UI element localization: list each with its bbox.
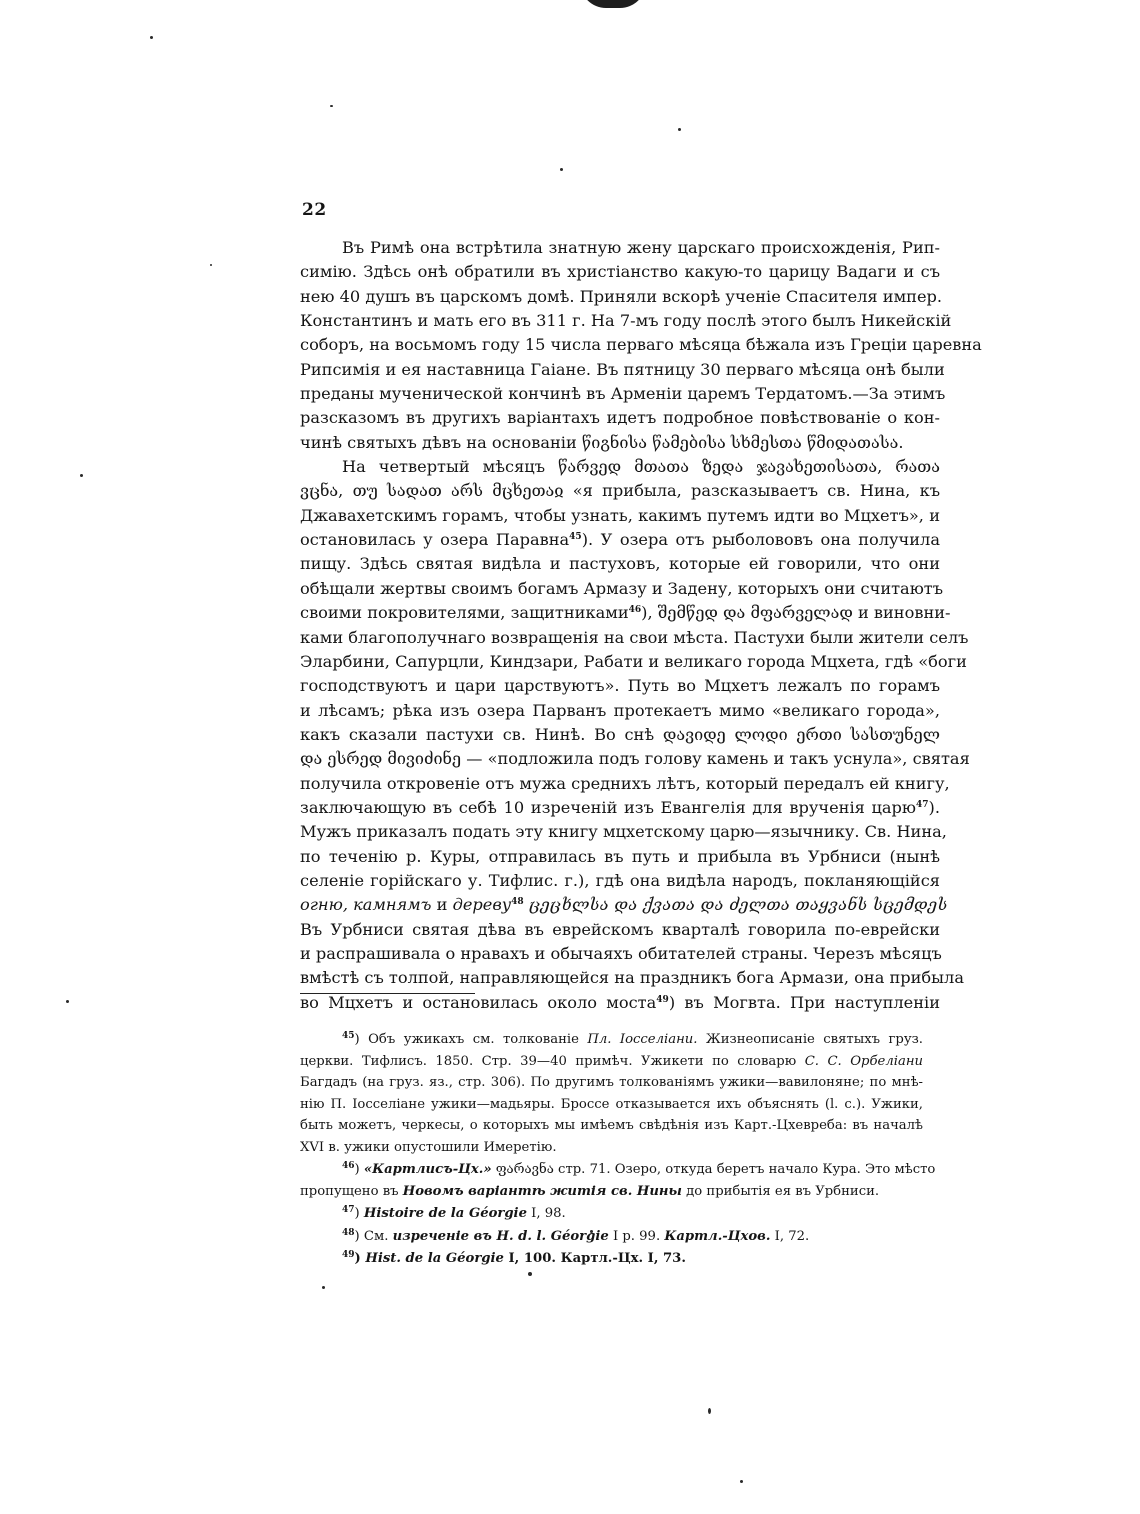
text-fragment: огню, камнямъ [300,895,432,915]
footnote-marker: 47 [342,1205,355,1215]
text-fragment: ). [928,797,940,817]
scan-speck [330,105,333,107]
text-fragment: С. С. Орбеліани [804,1053,924,1069]
text-fragment: во Мцхетъ и остановилась около моста [300,992,657,1012]
text-fragment: ფარავნა стр. 71. Озеро, откуда беретъ начало Кура. Это мѣсто [491,1162,936,1177]
footnote-47 [300,1203,923,1225]
footnote-48 [300,1226,923,1248]
text-fragment: ) [354,1251,366,1266]
footnote-marker: 48 [342,1227,355,1238]
paragraph-1 [300,236,982,455]
text-line: преданы мученической кончинѣ въ Арменіи царемъ Тердатомъ.—За этимъ [300,384,946,404]
text-line: вмѣстѣ съ толпой, направляющейся на праздникъ бога Армази, она прибыла [300,968,964,988]
text-line: симію. Здѣсь онѣ обратили въ христіанство какую-то царицу Вадаги и съ [300,262,940,282]
footnote-ref-49[interactable]: 49 [656,994,669,1005]
text-line: селеніе горійскаго у. Тифлис. г.), гдѣ она видѣла народъ, покланяющійся [300,870,940,890]
text-fragment: ) [354,1206,364,1221]
text-fragment: ). У озера отъ рыболововъ она получила [581,530,940,550]
text-line: по теченію р. Куры, отправилась въ путь и прибыла въ Урбниси (нынѣ [300,846,940,866]
text-fragment: «Картлисъ-Цх.» [363,1162,492,1177]
footnote-line: Багдадъ (на груз. яз., стр. 306). По другимъ толкованіямъ ужики—вавилоняне; по мнѣ- [300,1075,923,1090]
text-line [300,601,951,625]
scan-speck [678,128,681,131]
text-fragment: I, 98. [526,1206,566,1221]
footnote-ref-47[interactable]: 47 [916,799,929,810]
text-fragment: I, 72. [770,1228,810,1244]
text-fragment: I, 100. Картл.-Цх. I, 73. [503,1251,686,1266]
text-fragment: Картл.-Цхов. [664,1228,771,1244]
text-fragment: Жизнеописаніе святыхъ груз. [697,1032,923,1047]
text-fragment: церкви. Тифлисъ. 1850. Стр. 39—40 примѣч. Ужикети по словарю [300,1053,797,1069]
footnote-line [300,1051,923,1073]
text-line [300,796,940,820]
text-fragment: пропущено въ [300,1183,399,1199]
text-line: Мужъ приказалъ подать эту книгу мцхетскому царю—язычнику. Св. Нина, [300,822,947,842]
text-fragment: дереву [452,895,512,915]
text-fragment: Пл. Іосселіани. [587,1032,698,1047]
text-fragment: Hist. de la Géorgie [365,1251,504,1266]
main-text [300,236,982,1015]
scan-artifact-top [580,0,646,8]
paragraph-2 [300,455,970,1015]
text-line: ვცნა, თუ სადათ არს მცხეთაჲ «я прибыла, разсказываетъ св. Нина, къ [300,481,940,501]
text-line: пищу. Здѣсь святая видѣла и пастуховъ, которые ей говорили, что они [300,554,940,574]
text-line [300,991,940,1015]
text-fragment: I p. 99. [608,1228,665,1244]
footnote-line [300,1181,923,1203]
text-line: чинѣ святыхъ дѣвъ на основаніи წიგნისა წამებისა სხმესთა წმიდათასა. [300,432,904,452]
text-fragment: ) Объ ужикахъ см. толкованіе [354,1032,579,1047]
text-line: и лѣсамъ; рѣка изъ озера Парванъ протекаетъ мимо «великаго города», [300,700,940,720]
footnote-line [300,1248,923,1270]
footnote-marker: 49 [342,1250,355,1260]
page-number: 22 [302,200,327,220]
footnote-46 [300,1159,936,1202]
scan-speck [80,474,83,477]
footnote-line: нію П. Іосселіане ужики—мадьяры. Броссе отказывается ихъ объяснять (l. c.). Ужики, [300,1096,923,1112]
text-line: ками благополучнаго возвращенія на свои мѣста. Пастухи были жители селъ [300,627,969,647]
scan-speck [560,168,563,171]
text-line: Джавахетскимъ горамъ, чтобы узнать, какимъ путемъ идти во Мцхетъ», и [300,505,940,525]
text-fragment: ) См. [354,1228,393,1244]
scan-speck [740,1480,743,1483]
text-fragment: ცეცხლსა და ქვათა და ძელთა თაყვანს სცემდეს [523,895,948,915]
scan-speck [150,36,153,39]
scan-speck [322,1286,325,1289]
scan-speck [708,1408,711,1414]
text-line: нею 40 душъ въ царскомъ домѣ. Приняли вскорѣ ученіе Спасителя импер. [300,286,943,306]
text-fragment: остановилась у озера Паравна [300,530,570,550]
text-line: Въ Урбниси святая дѣва въ еврейскомъ кварталѣ говорила по-еврейски [300,919,940,939]
text-line: Эларбини, Сапурцли, Киндзари, Рабати и великаго города Мцхета, гдѣ «боги [300,651,967,671]
text-line: На четвертый мѣсяцъ წარვედ მთათა ზედა ჯავახეთისათა, რათა [342,457,940,477]
text-line: какъ сказали пастухи св. Нинѣ. Во снѣ დავიდე ლოდი ერთი სასთუნელ [300,724,940,744]
footnote-ref-46[interactable]: 46 [628,605,642,616]
text-line: Рипсимія и ея наставница Гаiане. Въ пятницу 30 перваго мѣсяца онѣ были [300,359,945,379]
text-fragment: и [431,895,453,915]
text-fragment: изреченіе въ H. d. l. Géorgie [392,1228,609,1244]
footnote-line: быть можетъ, черкесы, о которыхъ мы имѣемъ свѣдѣнія изъ Карт.-Цхевреба: въ началѣ [300,1118,923,1133]
text-line: разсказомъ въ другихъ варіантахъ идетъ подробное повѣствованіе о кон- [300,408,940,428]
footnote-line [300,1226,923,1248]
text-fragment: Histoire de la Géorgie [363,1206,527,1221]
text-line: და ესრედ მივიძინე — «подложила подъ голову камень и такъ уснула», святая [300,749,970,769]
text-fragment: ), შემწედ და მფარველად и виновни- [641,603,951,623]
footnote-ref-45[interactable]: 45 [569,532,582,543]
footnote-45 [300,1029,923,1158]
text-line: получила откровеніе отъ мужа среднихъ лѣтъ, который передалъ ей книгу, [300,773,950,793]
text-fragment: своими покровителями, защитниками [300,603,629,623]
text-line [300,893,948,917]
text-fragment: ) [668,992,676,1012]
text-fragment: ) [354,1162,364,1177]
footnote-line: XVI в. ужики опустошили Имеретію. [300,1139,557,1155]
text-line: Въ Римѣ она встрѣтила знатную жену царскаго происхожденія, Рип- [342,238,940,257]
footnote-marker: 45 [342,1031,355,1041]
text-fragment: Новомъ варіантѣ житія св. Нины [402,1183,682,1199]
text-fragment: въ Могвта. При наступленіи [684,992,940,1012]
footnote-49 [300,1248,923,1270]
text-fragment: до прибытія ея въ Урбниси. [681,1183,880,1199]
text-fragment: заключающую въ себѣ 10 изреченій изъ Евангелія для врученія царю [300,797,916,817]
footnote-line [300,1029,923,1051]
footnote-line [300,1159,936,1181]
footnote-marker: 46 [342,1161,355,1171]
scan-speck [210,264,212,266]
text-line: и распрашивала о нравахъ и обычаяхъ обитателей страны. Черезъ мѣсяцъ [300,943,942,963]
scan-speck [528,1272,532,1276]
text-line: соборъ, на восьмомъ году 15 числа перваго мѣсяца бѣжала изъ Греціи царевна [300,335,982,355]
text-line: господствуютъ и цари царствуютъ». Путь во Мцхетъ лежалъ по горамъ [300,676,940,696]
scan-speck [66,1000,69,1003]
footnotes [300,1029,936,1271]
text-line [300,528,940,552]
footnote-line [300,1203,923,1225]
footnote-separator [300,993,475,994]
text-line: обѣщали жертвы своимъ богамъ Армазу и Задену, которыхъ они считаютъ [300,578,944,598]
text-line: Константинъ и мать его въ 311 г. На 7-мъ году послѣ этого былъ Никейскій [300,311,952,331]
footnote-ref-48[interactable]: 48 [511,897,524,908]
